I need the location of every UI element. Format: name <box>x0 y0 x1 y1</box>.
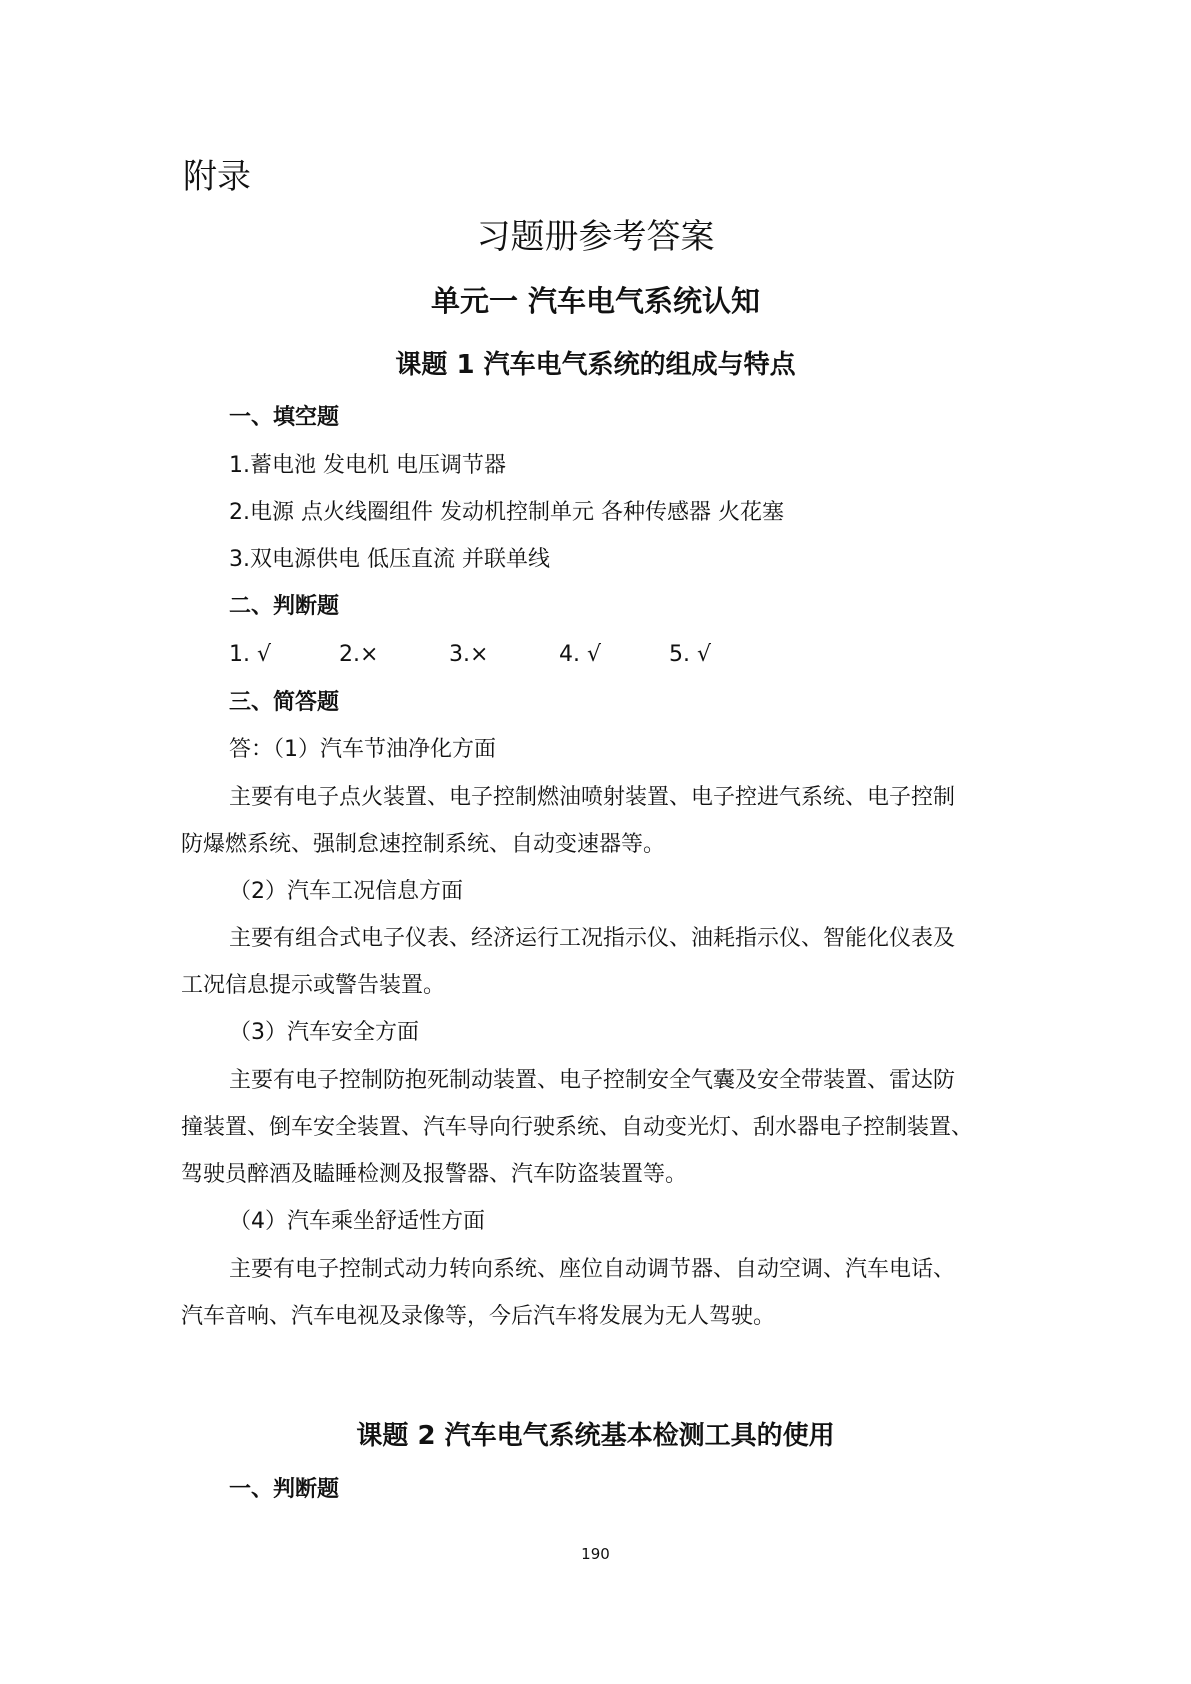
judge-answers <box>229 640 711 670</box>
answer-line: 主要有电子点火装置、电子控制燃油喷射装置、电子控进气系统、电子控制 <box>229 785 956 810</box>
section-fill-heading: 一、填空题 <box>229 405 340 430</box>
page-title: 习题册参考答案 <box>476 217 715 257</box>
answer-line: 主要有电子控制防抱死制动装置、电子控制安全气囊及安全带装置、雷达防 <box>229 1068 956 1093</box>
topic2-heading: 课题 2 汽车电气系统基本检测工具的使用 <box>356 1421 835 1451</box>
section-judge2-heading: 一、判断题 <box>229 1477 340 1502</box>
judge-item: 4. √ <box>559 642 602 667</box>
topic1-heading: 课题 1 汽车电气系统的组成与特点 <box>395 350 796 380</box>
judge-item: 3.× <box>449 642 489 667</box>
answer-line: 汽车音响、汽车电视及录像等，今后汽车将发展为无人驾驶。 <box>181 1304 776 1329</box>
answer-line: 工况信息提示或警告装置。 <box>181 973 446 998</box>
answer-line: 驾驶员醉酒及瞌睡检测及报警器、汽车防盗装置等。 <box>181 1162 688 1187</box>
answer-head: （3）汽车安全方面 <box>229 1020 419 1045</box>
section-short-heading: 三、简答题 <box>229 690 340 715</box>
answer-head: 答：（1）汽车节油净化方面 <box>229 737 496 762</box>
appendix-heading: 附录 <box>183 157 251 197</box>
answer-line: 撞装置、倒车安全装置、汽车导向行驶系统、自动变光灯、刮水器电子控制装置、 <box>181 1115 974 1140</box>
fill-item: 2.电源 点火线圈组件 发动机控制单元 各种传感器 火花塞 <box>229 500 784 525</box>
judge-item: 5. √ <box>669 642 712 667</box>
unit-heading: 单元一 汽车电气系统认知 <box>430 284 761 318</box>
page-number: 190 <box>581 1545 610 1563</box>
answer-line: 主要有电子控制式动力转向系统、座位自动调节器、自动空调、汽车电话、 <box>229 1257 956 1282</box>
answer-line: 防爆燃系统、强制怠速控制系统、自动变速器等。 <box>181 832 666 857</box>
judge-item: 1. √ <box>229 642 272 667</box>
section-judge-heading: 二、判断题 <box>229 594 340 619</box>
fill-item: 1.蓄电池 发电机 电压调节器 <box>229 453 506 478</box>
judge-item: 2.× <box>339 642 379 667</box>
fill-item: 3.双电源供电 低压直流 并联单线 <box>229 547 550 572</box>
answer-line: 主要有组合式电子仪表、经济运行工况指示仪、油耗指示仪、智能化仪表及 <box>229 926 956 951</box>
answer-head: （4）汽车乘坐舒适性方面 <box>229 1209 485 1234</box>
answer-head: （2）汽车工况信息方面 <box>229 879 463 904</box>
